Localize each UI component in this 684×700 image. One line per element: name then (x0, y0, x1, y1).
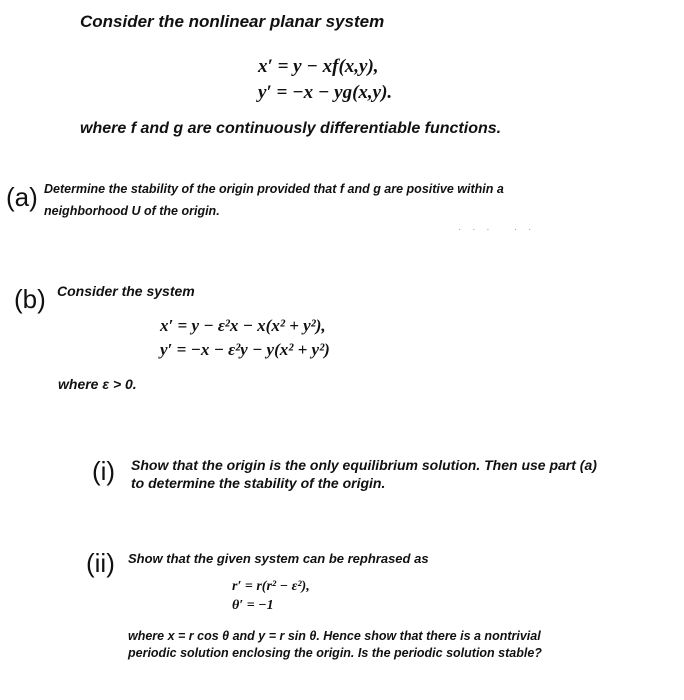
part-b-equation-2: y′ = −x − ε²y − y(x² + y²) (160, 340, 330, 359)
intro-equation-2: y′ = −x − yg(x,y). (258, 82, 393, 103)
part-i-line-2: to determine the stability of the origin. (131, 475, 386, 491)
part-ii-equation-1: r′ = r(r² − ε²), (232, 579, 310, 594)
part-i-label: (i) (92, 456, 116, 486)
intro-equation-1: x′ = y − xf(x,y), (258, 56, 379, 77)
part-b-equation-1: x′ = y − ε²x − x(x² + y²), (160, 316, 326, 335)
part-ii-intro: Show that the given system can be rephrased as (128, 551, 429, 566)
decorative-dots: · · · · · (458, 224, 536, 235)
part-a-line-2: neighborhood U of the origin. (44, 204, 220, 218)
part-ii-equation-2: θ′ = −1 (232, 598, 274, 613)
intro-heading: Consider the nonlinear planar system (80, 12, 385, 31)
part-b-condition: where ε > 0. (58, 376, 137, 392)
part-ii-label: (ii) (86, 548, 115, 578)
part-b-label: (b) (14, 284, 46, 314)
part-ii-line-2: periodic solution enclosing the origin. Is the periodic solution stable? (128, 646, 542, 660)
part-a-label: (a) (6, 182, 38, 212)
part-a-line-1: Determine the stability of the origin provided that f and g are positive within a (44, 182, 504, 196)
part-ii-line-1: where x = r cos θ and y = r sin θ. Hence show that there is a nontrivial (128, 629, 541, 643)
part-b-intro: Consider the system (57, 283, 195, 299)
part-i-line-1: Show that the origin is the only equilibrium solution. Then use part (a) (131, 457, 597, 473)
intro-where-text: where f and g are continuously differentiable functions. (80, 120, 502, 137)
